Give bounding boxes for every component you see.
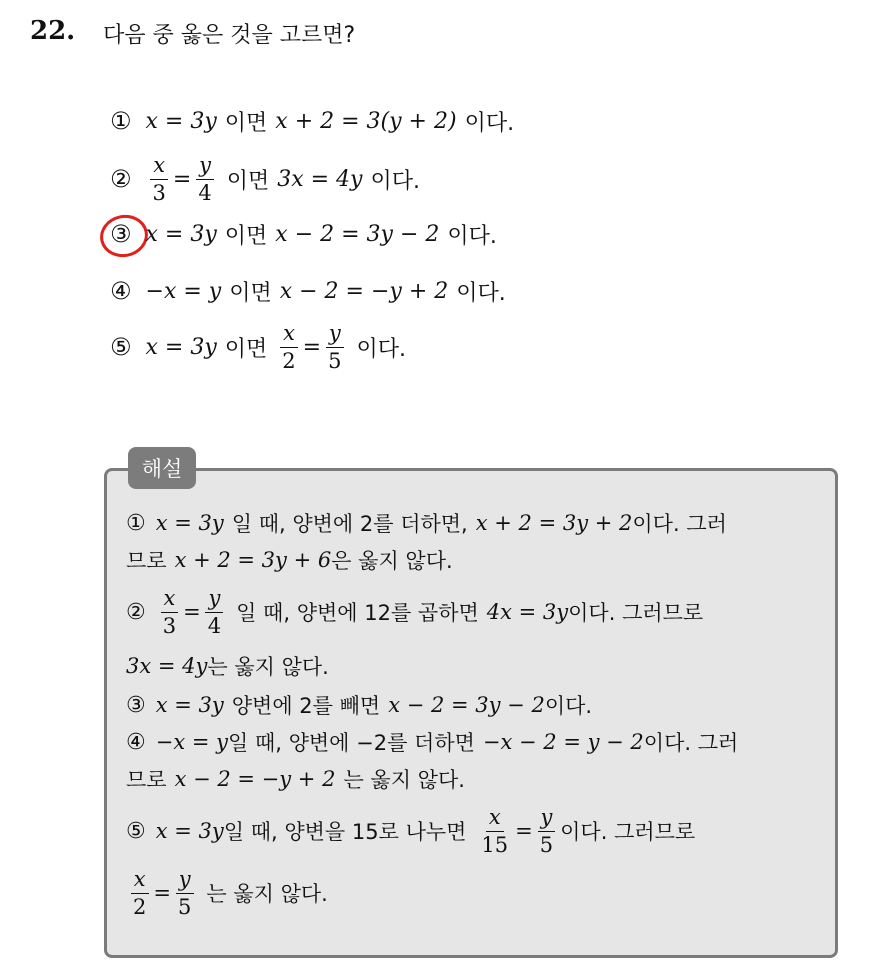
math-expr: x = 3y — [155, 693, 224, 717]
explanation-line-4 — [126, 646, 329, 686]
option-number: ④ — [110, 277, 132, 305]
option-4[interactable] — [110, 269, 506, 313]
explanation-text: 이다. — [544, 694, 593, 718]
option-connector: 이면 — [226, 168, 270, 194]
math-expr: 3x = 4y — [126, 654, 208, 678]
math-expr: x − 2 = −y + 2 — [174, 767, 336, 791]
option-number: ③ — [110, 220, 132, 248]
fraction — [150, 154, 169, 203]
option-connector: 이면 — [224, 223, 268, 249]
equals-sign: = — [183, 600, 201, 624]
math-expr: x + 2 = 3y + 2 — [475, 511, 633, 535]
numerator: x — [486, 806, 504, 831]
option-number: ① — [110, 107, 132, 135]
question-number: 22. — [30, 16, 76, 46]
math-expr: x + 2 = 3y + 6 — [174, 548, 332, 572]
explanation-text: 므로 — [126, 549, 167, 573]
option-ending: 이다. — [456, 280, 506, 306]
math-expr: x = 3y — [155, 511, 224, 535]
fraction — [537, 806, 556, 855]
option-number: ② — [110, 165, 132, 193]
explanation-badge: 해설 — [128, 447, 196, 489]
fraction — [160, 587, 179, 636]
denominator: 5 — [539, 832, 554, 857]
math-expr: x = 3y — [155, 819, 224, 843]
explanation-text: 일 때, 양변에 12를 곱하면 — [236, 601, 479, 625]
math-expr: −x = y — [155, 730, 228, 754]
option-5[interactable] — [110, 320, 406, 374]
fraction — [195, 154, 214, 203]
explanation-text: 일 때, 양변에 −2를 더하면 — [227, 731, 475, 755]
math-expr: −x − 2 = y − 2 — [482, 730, 644, 754]
option-result: x − 2 = 3y − 2 — [275, 221, 440, 247]
numerator: x — [280, 322, 298, 347]
denominator: 2 — [133, 894, 147, 919]
explanation-line-3 — [126, 582, 703, 642]
explanation-line-8 — [126, 801, 695, 861]
fraction — [478, 806, 511, 855]
numerator: x — [161, 587, 179, 612]
equals-sign: = — [172, 166, 192, 192]
explanation-number: ① — [126, 510, 146, 536]
option-result: x + 2 = 3(y + 2) — [275, 108, 457, 134]
denominator: 3 — [162, 613, 177, 638]
option-ending: 이다. — [370, 168, 420, 194]
option-condition: x = 3y — [145, 334, 217, 360]
explanation-text: 은 옳지 않다. — [331, 549, 453, 573]
equals-sign: = — [153, 881, 171, 905]
denominator: 2 — [282, 348, 296, 373]
option-ending: 이다. — [464, 110, 515, 136]
explanation-text: 이다. 그러 — [643, 731, 739, 755]
math-expr: x − 2 = 3y − 2 — [388, 693, 545, 717]
explanation-line-1 — [126, 503, 727, 543]
numerator: y — [196, 154, 214, 179]
option-result: x − 2 = −y + 2 — [279, 278, 449, 304]
option-3[interactable] — [110, 212, 497, 256]
fraction — [175, 868, 194, 917]
fraction — [325, 322, 344, 371]
explanation-text: 양변에 2를 빼면 — [231, 694, 381, 718]
math-expr: 4x = 3y — [486, 600, 569, 624]
explanation-line-6 — [126, 722, 738, 762]
question-text: 다음 중 옳은 것을 고르면? — [103, 23, 356, 48]
numerator: y — [326, 322, 344, 347]
explanation-text: 일 때, 양변을 15로 나누면 — [223, 820, 467, 844]
numerator: y — [538, 806, 556, 831]
explanation-number: ② — [126, 599, 146, 625]
option-1[interactable] — [110, 99, 514, 143]
explanation-line-9 — [126, 863, 328, 923]
explanation-line-7 — [126, 759, 465, 799]
option-condition: x = 3y — [145, 221, 217, 247]
option-connector: 이면 — [229, 280, 272, 306]
fraction — [130, 868, 149, 917]
equals-sign: = — [515, 819, 533, 843]
denominator: 4 — [198, 180, 212, 205]
option-connector: 이면 — [224, 336, 268, 362]
denominator: 4 — [207, 613, 222, 638]
numerator: x — [150, 154, 168, 179]
fraction — [279, 322, 298, 371]
option-result: 3x = 4y — [277, 166, 363, 192]
denominator: 3 — [152, 180, 166, 205]
option-connector: 이면 — [224, 110, 268, 136]
numerator: x — [131, 868, 149, 893]
explanation-line-2 — [126, 540, 453, 580]
explanation-text: 이다. 그러 — [632, 512, 727, 536]
explanation-text: 이다. 그러므로 — [568, 601, 704, 625]
denominator: 5 — [177, 894, 192, 919]
denominator: 5 — [328, 348, 342, 373]
explanation-line-5 — [126, 685, 592, 725]
explanation-text: 일 때, 양변에 2를 더하면, — [231, 512, 468, 536]
fraction — [205, 587, 224, 636]
explanation-number: ③ — [126, 692, 146, 718]
explanation-number: ⑤ — [126, 818, 146, 844]
explanation-text: 므로 — [126, 768, 167, 792]
denominator: 15 — [481, 832, 509, 857]
explanation-text: 이다. 그러므로 — [560, 820, 696, 844]
equals-sign: = — [302, 334, 322, 360]
explanation-text: 는 옳지 않다. — [206, 882, 328, 906]
explanation-text: 는 옳지 않다. — [343, 768, 465, 792]
option-number: ⑤ — [110, 333, 132, 361]
numerator: y — [176, 868, 194, 893]
explanation-text: 는 옳지 않다. — [207, 655, 329, 679]
option-condition: x = 3y — [145, 108, 217, 134]
numerator: y — [205, 587, 223, 612]
option-condition: −x = y — [145, 278, 222, 304]
explanation-number: ④ — [126, 729, 146, 755]
option-ending: 이다. — [356, 336, 406, 362]
option-ending: 이다. — [447, 223, 497, 249]
option-2[interactable] — [110, 152, 420, 206]
